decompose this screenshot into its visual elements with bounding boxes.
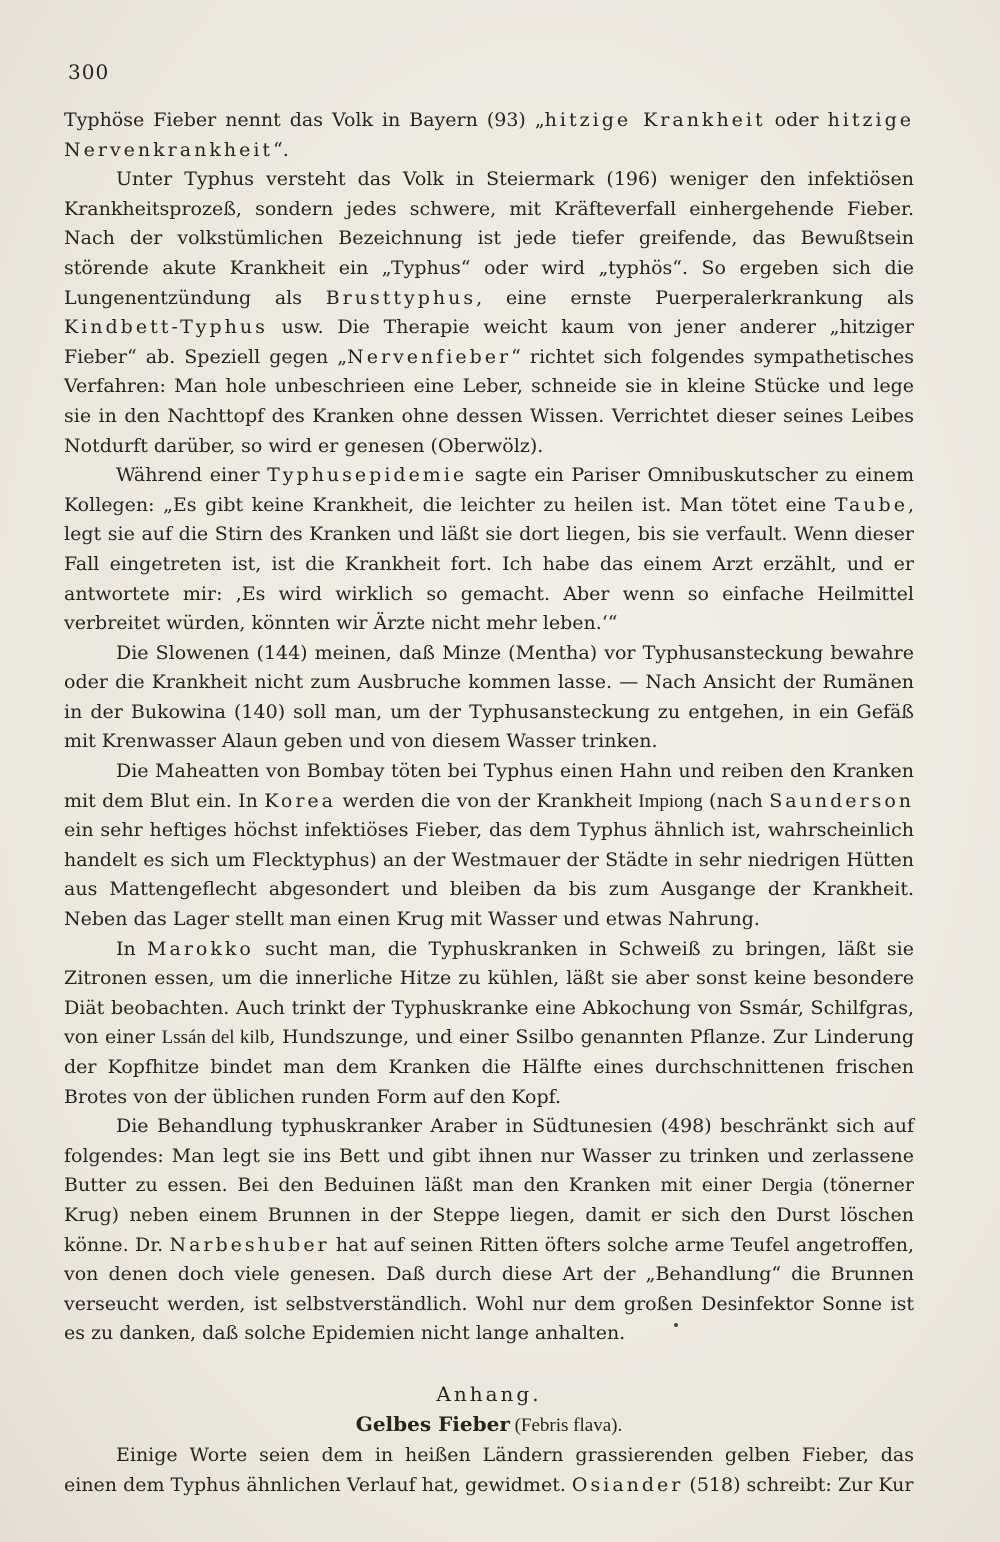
- paragraph-5: Die Maheatten von Bombay töten bei Typhus einen Hahn und reiben den Kranken mit dem Blut ein. In Korea werden die von der Krankheit Impiong (nach Saunderson ein sehr heftiges höchst infektiöses Fieber, das dem Typhus ähnlich ist, wahrscheinlich handelt es sich um Flecktyphus) an der Westmauer der Städte in sehr niedrigen Hütten aus Mattengeflecht abgesondert und bleiben da bis zum Ausgange der Krankheit. Neben das Lager stellt man einen Krug mit Wasser und etwas Nahrung.: [64, 760, 914, 931]
- latin-term: Lssán del kilb: [161, 1027, 270, 1049]
- spaced-term: Taube: [834, 493, 908, 516]
- paragraph-4: Die Slowenen (144) meinen, daß Minze (Mentha) vor Typhusansteckung bewahre oder die Krankheit nicht zum Ausbruche kommen lasse. — Nach Ansicht der Rumänen in der Bukowina (140) soll man, um der Typhusansteckung zu entgehen, in ein Gefäß mit Krenwasser Alaun geben und von diesem Wasser trinken.: [64, 641, 914, 753]
- spaced-term: Nervenfieber: [347, 345, 512, 368]
- spaced-term: hitzige Krankheit: [544, 109, 766, 131]
- paragraph-7: Die Behandlung typhuskranker Araber in Südtunesien (498) beschränkt sich auf folgendes: Man legt sie ins Bett und gibt ihnen nur Wasser zu trinken und zerlassene Butter zu essen. Bei den Beduinen läßt man den Kranken mit einer Dergia (tönerner Krug) neben einem Brunnen in der Steppe liegen, damit er sich den Durst löschen könne. Dr. Narbeshuber hat auf seinen Ritten öfters solche arme Teufel angetroffen, von denen doch viele genesen. Daß durch diese Art der „Behandlung“ die Brunnen verseucht werden, ist selbstverständlich. Wohl nur dem großen Desinfektor Sonne ist es zu danken, daß solche Epidemien nicht lange anhalten.: [64, 1115, 915, 1345]
- page-number: 300: [68, 60, 110, 84]
- spaced-term: Korea: [264, 789, 336, 812]
- spaced-term: Typhusepidemie: [267, 464, 468, 487]
- appendix-label: Anhang.: [436, 1381, 542, 1406]
- paragraph-2: Unter Typhus versteht das Volk in Steiermark (196) weniger den infektiösen Krankheitsprozeß, sondern jedes schwere, mit Kräfteverfall einhergehende Fieber. Nach der volkstümlichen Bezeichnung ist jede tiefer greifende, das Bewußtsein störende akute Krankheit ein „Typhus“ oder wird „typhös“. So ergeben sich die Lungenentzündung als Brusttyphus, eine ernste Puerperalerkrankung als Kindbett-Typhus usw. Die Therapie weicht kaum von jener anderer „hitziger Fieber“ ab. Speziell gegen „Nervenfieber“ richtet sich folgendes sympathetisches Verfahren: Man hole unbeschrieen eine Leber, schneide sie in kleine Stücke und lege sie in den Nachttopf des Kranken ohne dessen Wissen. Verrichtet dieser seines Leibes Notdurft darüber, so wird er genesen (Oberwölz).: [64, 168, 914, 457]
- spaced-term: Osiander: [571, 1473, 684, 1496]
- section-title-latin: (Febris flava).: [509, 1414, 623, 1436]
- latin-term: Impiong: [638, 790, 703, 812]
- spaced-term: Narbeshuber: [169, 1233, 330, 1256]
- paragraph-3: Während einer Typhusepidemie sagte ein Pariser Omnibuskutscher zu einem Kollegen: „Es gibt keine Krankheit, die leichter zu heilen ist. Man tötet eine Taube, legt sie auf die Stirn des Kranken und läßt sie dort liegen, bis sie verfault. Wenn dieser Fall eingetreten ist, ist die Krankheit fort. Ich habe das einem Arzt erzählt, und er antwortete mir: ‚Es wird wirklich so gemacht. Aber wenn so einfache Heilmittel verbreitet würden, könnten wir Ärzte nicht mehr leben.‘“: [64, 464, 914, 635]
- section-title: [64, 1409, 914, 1441]
- spaced-term: hitzige Nervenkrankheit: [64, 109, 915, 161]
- section-title-main: Gelbes Fieber: [355, 1411, 510, 1436]
- paragraph-6: In Marokko sucht man, die Typhuskranken in Schweiß zu bringen, läßt sie Zitronen essen, um die innerliche Hitze zu kühlen, läßt sie aber sonst keine besondere Diät beobachten. Auch trinkt der Typhuskranke eine Abkochung von Ssmár, Schilfgras, von einer Lssán del kilb, Hundszunge, und einer Ssilbo genannten Pflanze. Zur Linderung der Kopfhitze bindet man dem Kranken die Hälfte eines durchschnittenen frischen Brotes von der üblichen runden Form auf den Kopf.: [64, 937, 914, 1108]
- paragraph-1: Typhöse Fieber nennt das Volk in Bayern (93) „hitzige Krankheit oder hitzige Nervenkrankheit“.: [64, 109, 915, 161]
- ink-speck: [674, 1323, 678, 1327]
- spaced-term: Brusttyphus: [325, 286, 477, 309]
- latin-term: Dergia: [761, 1175, 813, 1197]
- spaced-term: Kindbett-Typhus: [64, 316, 268, 339]
- paragraph-8: Einige Worte seien dem in heißen Ländern grassierenden gelben Fieber, das einen dem Typhus ähnlichen Verlauf hat, gewidmet. Osiander (518) schreibt: Zur Kur: [64, 1443, 914, 1496]
- spaced-term: Saunderson: [769, 789, 914, 812]
- body-text: [64, 106, 914, 1500]
- spaced-term: Marokko: [147, 937, 254, 960]
